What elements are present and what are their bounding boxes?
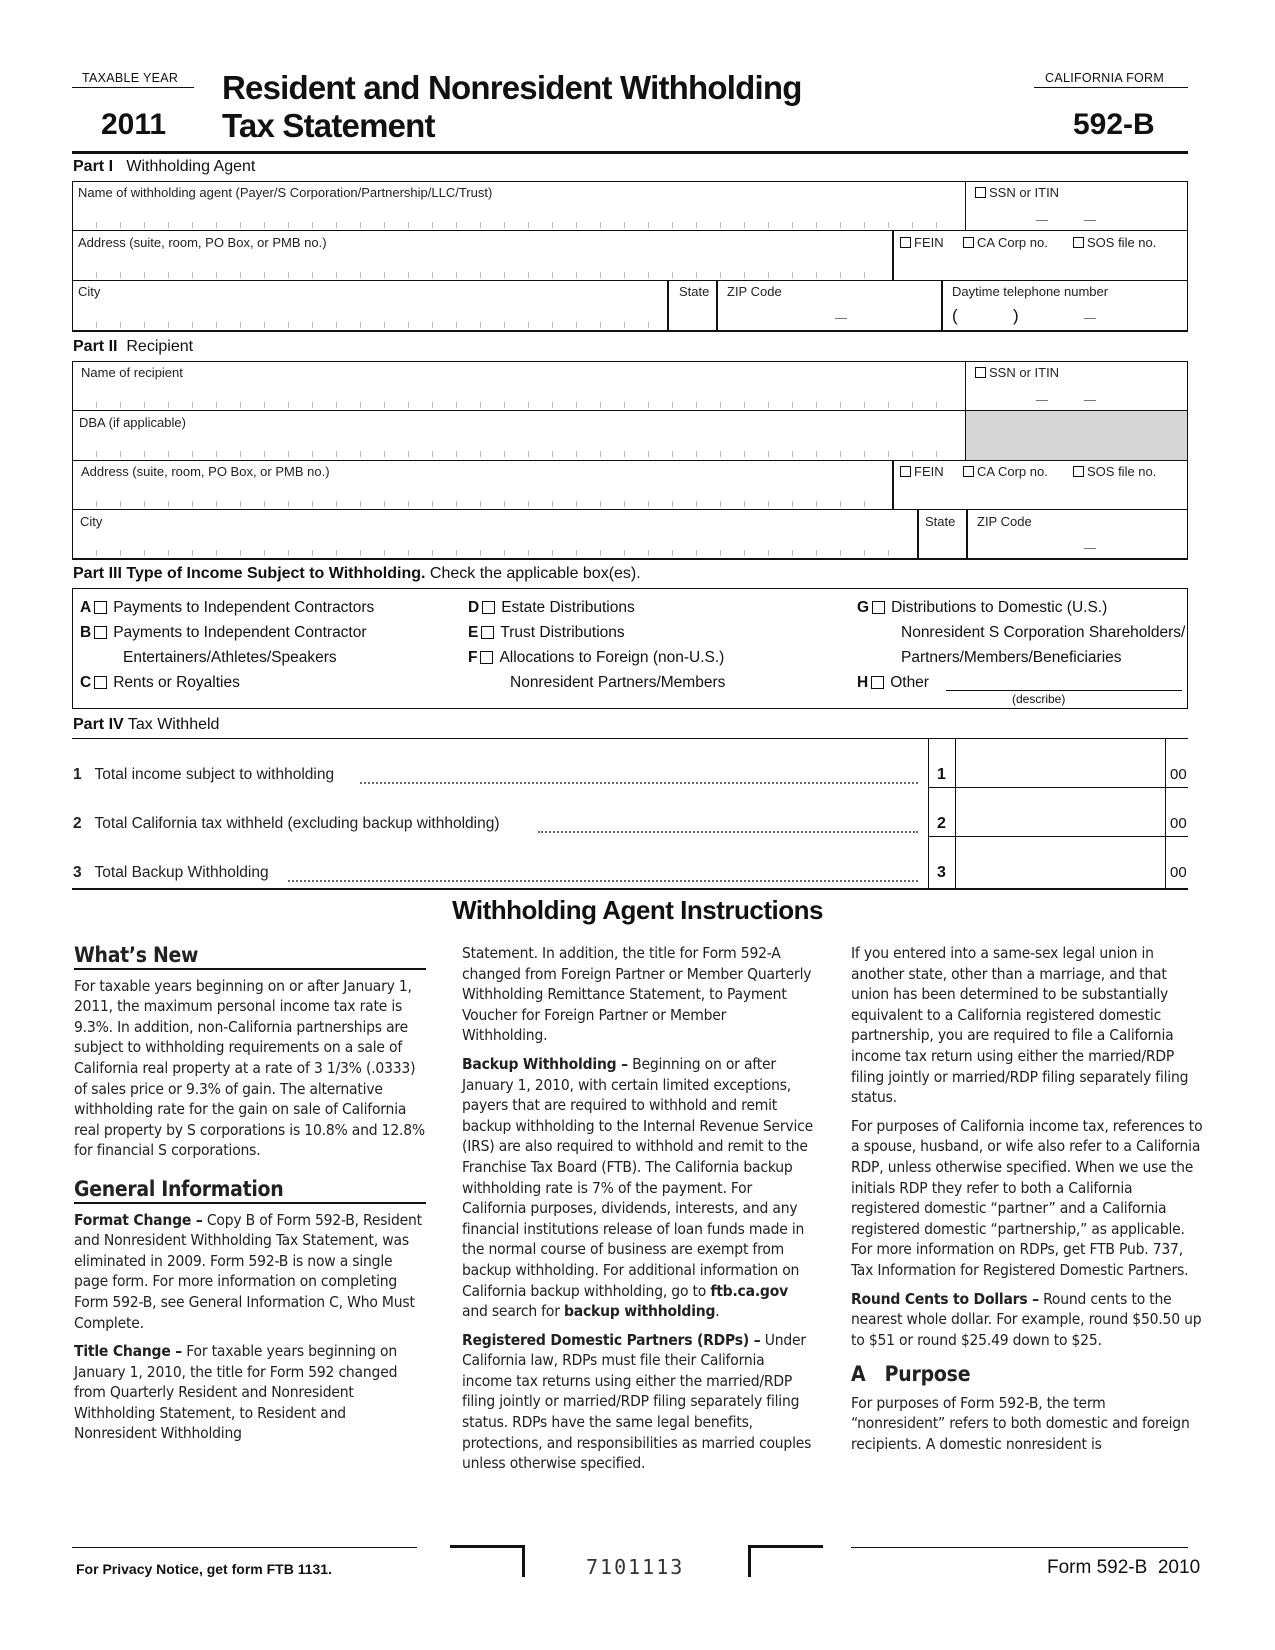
part1-col-divider [892, 230, 894, 281]
part4-row-divider [928, 787, 1188, 788]
part2-row-divider [72, 460, 1188, 461]
part1-row-divider [72, 230, 1188, 231]
backup-end: . [715, 1302, 720, 1321]
instructions-col-2 [462, 943, 814, 1482]
part2-heading [73, 338, 193, 356]
taxable-year-rule [72, 87, 194, 88]
recipient-state-input[interactable] [921, 531, 963, 555]
form-id-footer: Form 592-B 2010 [1047, 1557, 1201, 1578]
line1-box-num: 1 [937, 766, 946, 783]
part4-amount-left [955, 738, 956, 888]
agent-ssn-option[interactable] [975, 185, 1059, 200]
part1-heading [73, 158, 255, 176]
line3-row [73, 864, 269, 882]
form-title-line1: Resident and Nonresident Withholding [222, 69, 802, 106]
line2-cents: 00 [1170, 815, 1187, 832]
backup-withholding-text: Beginning on or after January 1, 2010, with certain limited exceptions, payers that are required to withhold and remit backup withholding to the Internal Revenue Service (IRS) are also required to withhold and remit to the Franchise Tax Board (FTB). The California backup withholding rate is 7% of the payment. For California purposes, dividends, interests, and any financial institutions release of loan funds made in the normal course of business are exempt from backup withholding. For additional information on California backup withholding, go to [462, 1054, 813, 1300]
income-b-checkbox[interactable] [94, 626, 107, 639]
agent-state-label: State [679, 284, 710, 299]
income-f-label: Allocations to Foreign (non-U.S.) [499, 649, 725, 666]
agent-address-label: Address (suite, room, PO Box, or PMB no.) [78, 235, 327, 250]
recipient-zip-label: ZIP Code [977, 514, 1032, 529]
form-title-line2: Tax Statement [222, 107, 435, 144]
agent-cacorp-checkbox[interactable] [963, 237, 974, 248]
part4-box-left [928, 738, 929, 888]
round-cents-text: Round cents to the nearest whole dollar. For example, round $50.50 up to $51 or round $25.49 down to $25. [851, 1289, 1202, 1349]
agent-name-ticks [96, 222, 956, 228]
income-option-g[interactable] [857, 595, 1185, 620]
backup-search-term: backup withholding [563, 1302, 716, 1321]
line2-label: Total California tax withheld (excluding backup withholding) [94, 815, 500, 832]
income-b-label-cont: Entertainers/Athletes/Speakers [123, 649, 337, 666]
ssn-dash [1036, 220, 1048, 221]
purpose-letter: A [851, 1362, 866, 1387]
income-option-a[interactable] [80, 595, 374, 620]
form-barcode-number: 7101113 [586, 1555, 685, 1579]
rdp-para [462, 1330, 814, 1474]
recipient-sos-label: SOS file no. [1087, 464, 1157, 479]
income-d-checkbox[interactable] [482, 601, 495, 614]
income-option-b[interactable] [80, 620, 374, 645]
income-d-label: Estate Distributions [501, 599, 635, 616]
recipient-fein-option[interactable] [900, 464, 944, 479]
recipient-cacorp-checkbox[interactable] [963, 466, 974, 477]
part1-label: Part I [73, 158, 114, 175]
part4-cents-divider [1165, 738, 1166, 888]
scan-corner-mark-left [450, 1545, 525, 1577]
part2-col-divider [892, 460, 894, 510]
instructions-col-3 [851, 943, 1203, 1463]
part3-label: Part III [73, 565, 122, 582]
line1-label: Total income subject to withholding [94, 766, 335, 783]
instructions-heading: Withholding Agent Instructions [452, 895, 823, 925]
form-label-rule [1034, 87, 1188, 88]
recipient-zip-input[interactable] [972, 531, 1184, 555]
part4-bottom-rule [72, 888, 1188, 890]
part3-heading [73, 565, 641, 583]
backup-withholding-term: Backup Withholding – [462, 1054, 628, 1073]
part1-col-divider [965, 181, 966, 231]
format-change-term: Format Change – [74, 1210, 203, 1229]
part2-row-divider [72, 509, 1188, 510]
recipient-address-label: Address (suite, room, PO Box, or PMB no.) [81, 464, 330, 479]
agent-sos-option[interactable] [1073, 235, 1156, 250]
line2-row [73, 815, 500, 833]
recipient-name-ticks [96, 402, 956, 408]
part4-row-divider [928, 836, 1188, 837]
purpose-heading [851, 1364, 1203, 1385]
income-e-checkbox[interactable] [481, 626, 494, 639]
line1-amount-input[interactable] [958, 750, 1162, 784]
recipient-ssn-checkbox[interactable] [975, 367, 986, 378]
income-g-label-cont: Nonresident S Corporation Shareholders/ [901, 624, 1186, 641]
income-f-label-cont: Nonresident Partners/Members [510, 674, 726, 691]
part1-row-divider [72, 280, 1188, 281]
income-option-c[interactable] [80, 670, 374, 695]
income-b-label: Payments to Independent Contractor [113, 624, 367, 641]
recipient-sos-checkbox[interactable] [1073, 466, 1084, 477]
title-change-term: Title Change – [74, 1342, 183, 1361]
part4-top-rule [72, 738, 1188, 739]
recipient-dba-ticks [96, 451, 956, 457]
part4-label: Part IV [73, 716, 124, 733]
col3-para-2: For purposes of California income tax, references to a spouse, husband, or wife also refer to a California RDP, unless otherwise specified. When we use the initials RDP they refer to both a California registered domestic “partner” and a California registered domestic “partnership,” as applicable. For more information on RDPs, get FTB Pub. 737, Tax Information for Registered Domestic Partners. [851, 1116, 1203, 1279]
backup-mid-text: and search for [462, 1302, 564, 1321]
part1-title: Withholding Agent [126, 158, 256, 175]
income-col-1 [80, 595, 374, 695]
line1-row [73, 766, 334, 784]
footer-rule-left [72, 1547, 417, 1548]
zip-dash [835, 318, 847, 319]
scan-corner-mark-right [748, 1545, 823, 1577]
dba-shaded-cell [966, 411, 1187, 460]
agent-city-ticks [96, 322, 661, 328]
line3-amount-input[interactable] [958, 848, 1162, 882]
zip-dash [1084, 548, 1096, 549]
recipient-state-label: State [925, 514, 956, 529]
income-c-letter: C [80, 674, 92, 691]
line2-leader [538, 831, 918, 833]
col2-intro: Statement. In addition, the title for Form 592-A changed from Foreign Partner or Member Quarterly Withholding Remittance Statement, to Payment Voucher for Foreign Partner or Member Withholding. [462, 944, 812, 1045]
recipient-sos-option[interactable] [1073, 464, 1156, 479]
form-title [222, 69, 802, 145]
purpose-title: Purpose [884, 1362, 971, 1387]
privacy-notice: For Privacy Notice, get form FTB 1131. [76, 1561, 332, 1577]
line3-label: Total Backup Withholding [94, 864, 269, 881]
purpose-text: For purposes of Form 592-B, the term “nonresident” refers to both domestic and foreign recipients. A domestic nonresident is [851, 1393, 1190, 1454]
format-change-text: Copy B of Form 592-B, Resident and Nonresident Withholding Tax Statement, was eliminated in 2009. Form 592-B is now a single page form. For more information on completing Form 592-B, see General Information C, Who Must Complete. [74, 1210, 422, 1332]
recipient-fein-label: FEIN [914, 464, 944, 479]
recipient-fein-checkbox[interactable] [900, 466, 911, 477]
income-col-2 [468, 595, 725, 695]
recipient-name-label: Name of recipient [81, 365, 183, 380]
income-b-letter: B [80, 624, 92, 641]
recipient-city-label: City [80, 514, 103, 529]
tax-year: 2011 [101, 108, 167, 141]
income-f-letter: F [468, 649, 478, 666]
line3-cents: 00 [1170, 864, 1187, 881]
income-option-f[interactable] [468, 645, 725, 670]
line1-num: 1 [73, 766, 82, 783]
line3-box-num: 3 [937, 864, 946, 881]
agent-city-label: City [78, 284, 101, 299]
california-form-label: CALIFORNIA FORM [1045, 71, 1165, 85]
recipient-dba-label: DBA (if applicable) [79, 415, 186, 430]
header-rule [72, 151, 1188, 154]
part2-col-divider [966, 509, 968, 560]
part2-title: Recipient [126, 338, 194, 355]
agent-cacorp-label: CA Corp no. [977, 235, 1048, 250]
part2-col-divider [917, 509, 919, 560]
part3-instruction: Check the applicable box(es). [429, 565, 641, 582]
income-g-checkbox[interactable] [872, 601, 885, 614]
agent-ssn-label: SSN or ITIN [989, 185, 1060, 200]
line2-box-num: 2 [937, 815, 946, 832]
income-other-describe-input[interactable] [946, 671, 1182, 691]
agent-zip-input[interactable] [722, 302, 936, 326]
whats-new-text: For taxable years beginning on or after January 1, 2011, the maximum personal income tax rate is 9.3%. In addition, non-California partnerships are subject to withholding requirements on a sale of California real property at a rate of 3 1/3% (.0333) of sales price or 9.3% of gain. The alternative withholding rate for the gain on sale of California real property by S corporations is 10.8% and 12.8% for financial S corporations. [74, 976, 425, 1160]
recipient-address-ticks [96, 501, 886, 507]
agent-zip-label: ZIP Code [727, 284, 782, 299]
income-e-label: Trust Distributions [500, 624, 625, 641]
part2-label: Part II [73, 338, 118, 355]
part1-col-divider [716, 280, 718, 332]
income-e-letter: E [468, 624, 479, 641]
part4-heading [73, 716, 219, 734]
rdp-text: Under California law, RDPs must file their California income tax returns using either the married/RDP filing jointly or married/RDP filing separately filing status. RDPs have the same legal benefits, protections, and responsibilities as married couples unless otherwise specified. [462, 1330, 812, 1473]
line1-leader [360, 782, 918, 784]
line3-leader [288, 880, 918, 882]
agent-address-ticks [96, 272, 886, 278]
part4-title: Tax Withheld [127, 716, 220, 733]
agent-cacorp-option[interactable] [963, 235, 1048, 250]
income-option-e[interactable] [468, 620, 725, 645]
agent-fein-checkbox[interactable] [900, 237, 911, 248]
title-change-text: For taxable years beginning on January 1, 2010, the title for Form 592 changed from Quarterly Resident and Nonresident Withholding Statement, to Resident and Nonresident Withholding [74, 1342, 398, 1443]
income-option-d[interactable] [468, 595, 725, 620]
income-h-checkbox[interactable] [871, 676, 884, 689]
describe-caption: (describe) [1012, 692, 1066, 706]
income-a-checkbox[interactable] [94, 601, 107, 614]
part3-title: Type of Income Subject to Withholding. [126, 565, 426, 582]
agent-phone-input[interactable] [946, 302, 1182, 326]
backup-withholding-para [462, 1054, 814, 1322]
line1-cents: 00 [1170, 766, 1187, 783]
income-c-checkbox[interactable] [94, 676, 107, 689]
part1-col-divider [941, 280, 943, 332]
title-change-para [74, 1341, 426, 1444]
ssn-dash [1084, 400, 1096, 401]
col3-para-1: If you entered into a same-sex legal union in another state, other than a marriage, and that union has been determined to be substantially equivalent to a California registered domestic partnership, you are required to file a California income tax return using either the married/RDP filing jointly or married/RDP filing separately filing status. [851, 944, 1189, 1107]
income-g-label: Distributions to Domestic (U.S.) [891, 599, 1108, 616]
instructions-col-1 [74, 945, 426, 1452]
line2-num: 2 [73, 815, 82, 832]
format-change-para [74, 1210, 426, 1334]
agent-fein-option[interactable] [900, 235, 944, 250]
recipient-ssn-option[interactable] [975, 365, 1059, 380]
ssn-dash [1084, 220, 1096, 221]
income-h-letter: H [857, 674, 869, 691]
ssn-dash [1036, 400, 1048, 401]
income-d-letter: D [468, 599, 480, 616]
recipient-cacorp-option[interactable] [963, 464, 1048, 479]
whats-new-heading: What’s New [74, 945, 426, 970]
agent-sos-label: SOS file no. [1087, 235, 1157, 250]
general-info-heading: General Information [74, 1179, 426, 1204]
agent-name-label: Name of withholding agent (Payer/S Corporation/Partnership/LLC/Trust) [78, 185, 493, 200]
income-h-label: Other [890, 674, 929, 691]
ftb-link[interactable]: ftb.ca.gov [710, 1281, 788, 1300]
rdp-term: Registered Domestic Partners (RDPs) – [462, 1330, 761, 1349]
line2-amount-input[interactable] [958, 799, 1162, 833]
income-g-letter: G [857, 599, 870, 616]
income-a-label: Payments to Independent Contractors [113, 599, 375, 616]
part1-col-divider [667, 280, 669, 332]
income-g-label-cont: Partners/Members/Beneficiaries [901, 649, 1122, 666]
income-f-checkbox[interactable] [480, 651, 493, 664]
agent-state-input[interactable] [672, 302, 712, 326]
agent-fein-label: FEIN [914, 235, 944, 250]
income-c-label: Rents or Royalties [113, 674, 240, 691]
taxable-year-label: TAXABLE YEAR [82, 71, 179, 85]
agent-ssn-checkbox[interactable] [975, 187, 986, 198]
recipient-city-ticks [96, 550, 911, 556]
round-cents-term: Round Cents to Dollars – [851, 1289, 1039, 1308]
form-number: 592-B [1073, 108, 1155, 141]
recipient-ssn-label: SSN or ITIN [989, 365, 1060, 380]
phone-area-open: ( [952, 306, 958, 325]
phone-area-close: ) [1013, 306, 1019, 325]
footer-rule-right [851, 1547, 1188, 1548]
income-a-letter: A [80, 599, 92, 616]
agent-phone-label: Daytime telephone number [952, 284, 1109, 299]
recipient-cacorp-label: CA Corp no. [977, 464, 1048, 479]
line3-num: 3 [73, 864, 82, 881]
round-cents-para [851, 1289, 1203, 1351]
agent-sos-checkbox[interactable] [1073, 237, 1084, 248]
